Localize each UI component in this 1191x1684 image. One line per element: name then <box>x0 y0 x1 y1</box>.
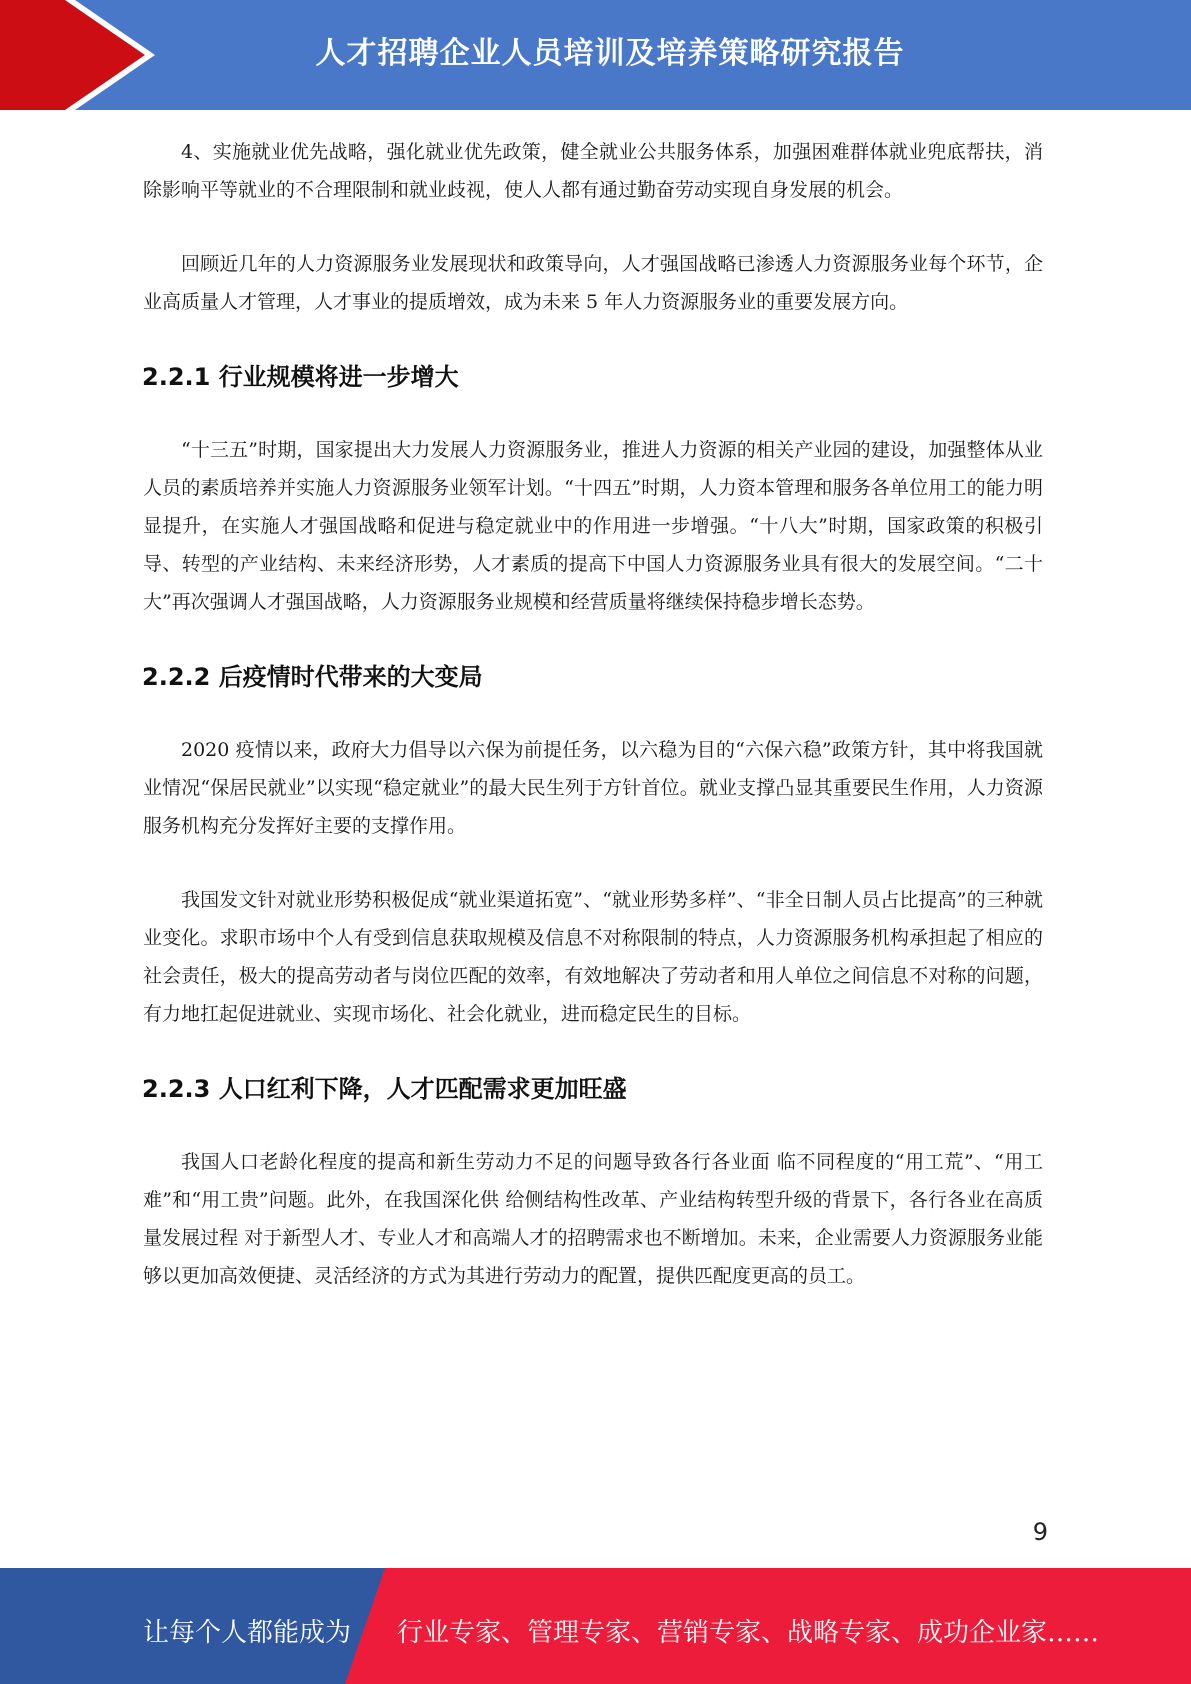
section-heading-2-2-2: 2.2.2 后疫情时代带来的大变局 <box>142 663 483 691</box>
report-title: 人才招聘企业人员培训及培养策略研究报告 <box>315 36 905 71</box>
page-header <box>0 0 1191 110</box>
page-content <box>143 133 1043 1331</box>
page-footer <box>0 1568 1191 1684</box>
paragraph-review: 回顾近几年的人力资源服务业发展现状和政策导向，人才强国战略已渗透人力资源服务业每个环节，企业高质量人才管理，人才事业的提质增效，成为未来 5 年人力资源服务业的重要发展方向。 <box>143 253 1043 313</box>
footer-slogan-left: 让每个人都能成为 <box>143 1618 352 1648</box>
paragraph-employment-changes: 我国发文针对就业形势积极促成“就业渠道拓宽”、“就业形势多样”、“非全日制人员占比提高”的三种就业变化。求职市场中个人有受到信息获取规模及信息不对称限制的特点，人力资源服务机构承担起了相应的社会责任，极大的提高劳动者与岗位匹配的效率，有效地解决了劳动者和用人单位之间信息不对称的问题，有力地扛起促进就业、实现市场化、社会化就业，进而稳定民生的目标。 <box>143 889 1043 1025</box>
paragraph-industry-scale: “十三五”时期，国家提出大力发展人力资源服务业，推进人力资源的相关产业园的建设，加强整体从业人员的素质培养并实施人力资源服务业领军计划。“十四五”时期，人力资本管理和服务各单位用工的能力明显提升，在实施人才强国战略和促进与稳定就业中的作用进一步增强。“十八大”时期，国家政策的积极引导、转型的产业结构、未来经济形势，人才素质的提高下中国人力资源服务业具有很大的发展空间。“二十大”再次强调人才强国战略，人力资源服务业规模和经营质量将继续保持稳步增长态势。 <box>143 439 1043 613</box>
section-heading-2-2-1: 2.2.1 行业规模将进一步增大 <box>142 363 459 391</box>
paragraph-post-pandemic: 2020 疫情以来，政府大力倡导以六保为前提任务，以六稳为目的“六保六稳”政策方针，其中将我国就业情况“保居民就业”以实现“稳定就业”的最大民生列于方针首位。就业支撑凸显其重要民生作用，人力资源服务机构充分发挥好主要的支撑作用。 <box>143 739 1043 837</box>
section-heading-2-2-3: 2.2.3 人口红利下降，人才匹配需求更加旺盛 <box>142 1075 627 1103</box>
paragraph-employment-priority: 4、实施就业优先战略，强化就业优先政策，健全就业公共服务体系，加强困难群体就业兜底帮扶，消除影响平等就业的不合理限制和就业歧视，使人人都有通过勤奋劳动实现自身发展的机会。 <box>143 141 1043 201</box>
footer-slogan-right: 行业专家、管理专家、营销专家、战略专家、成功企业家…… <box>397 1618 1100 1648</box>
page-number: 9 <box>1032 1518 1048 1546</box>
paragraph-demographic-dividend: 我国人口老龄化程度的提高和新生劳动力不足的问题导致各行各业面 临不同程度的“用工荒”、“用工难”和“用工贵”问题。此外，在我国深化供 给侧结构性改革、产业结构转型升级的背景下，各行各业在高质量发展过程 对于新型人才、专业人才和高端人才的招聘需求也不断增加。未来，企业需要人力资源服务业能够以更加高效便捷、灵活经济的方式为其进行劳动力的配置，提供匹配度更高的员工。 <box>143 1151 1043 1287</box>
